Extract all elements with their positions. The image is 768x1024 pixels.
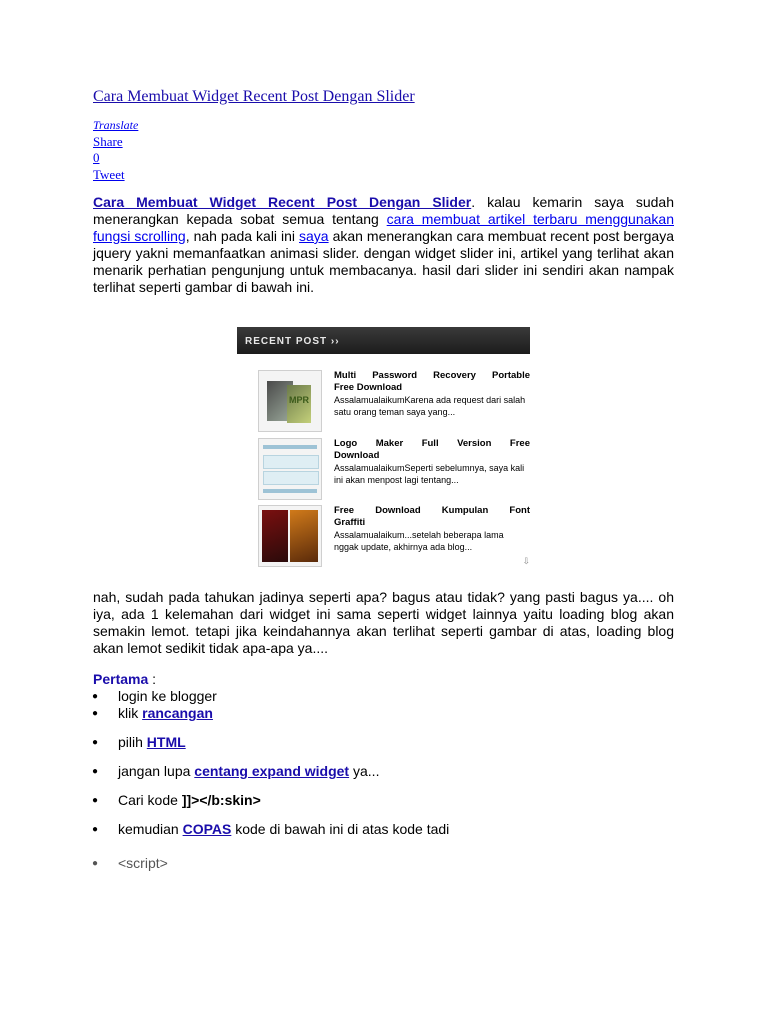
list-item [92,763,380,780]
widget-item [237,505,530,569]
screenshot-thumbnail [258,438,322,500]
widget-item-desc: Assalamualaikum...setelah beberapa lama nggak update, akhirnya ada blog... [334,530,504,552]
step-text: kode di bawah ini di atas kode tadi [231,821,450,837]
post-title-link[interactable]: Cara Membuat Widget Recent Post Dengan Slider [93,88,415,105]
step-text: kemudian [118,821,183,837]
step-text: jangan lupa [118,763,195,779]
widget-item-text [334,438,530,486]
pertama-link[interactable]: Pertama [93,671,149,687]
widget-item-text [334,370,530,418]
list-item [92,688,217,705]
book-cover-left [262,510,288,562]
intro-title-link[interactable]: Cara Membuat Widget Recent Post Dengan Slider [93,194,472,210]
thumbnail-label: MPR [289,395,309,405]
books-thumbnail [258,505,322,567]
thumb-panel [263,455,319,469]
rancangan-link[interactable]: rancangan [142,705,213,721]
widget-item [237,370,530,434]
copas-link[interactable]: COPAS [182,821,232,837]
intro-text-1: . kalau kemarin saya sudah menerangkan kepada sobat semua tentang [93,194,674,227]
bullet-icon: ● [92,766,99,777]
book-cover-right [290,510,318,562]
step-text: ya... [349,763,380,779]
skin-code: ]]></b:skin> [181,792,261,808]
widget-item-desc: AssalamualaikumSeperti sebelumnya, saya kali ini akan menpost lagi tentang... [334,463,525,485]
scrolling-article-link[interactable]: cara membuat artikel terbaru menggunakan fungsi scrolling [93,211,674,244]
bullet-icon: ● [92,824,99,835]
share-count-link[interactable]: 0 [93,150,100,165]
step-text: login ke blogger [118,688,217,704]
list-item [92,821,450,838]
scroll-down-icon: ⇩ [522,556,530,566]
step-text: Cari kode [118,792,182,808]
translate-link[interactable]: Translate [93,118,139,132]
intro-text-2: , nah pada kali ini [185,228,300,244]
pertama-suffix: : [148,671,157,687]
widget-item-title: Multi Password Recovery Portable [334,370,530,381]
step-text: pilih [118,734,147,750]
widget-header: RECENT POST ›› [237,327,530,354]
widget-item-title-2: Download [334,450,380,461]
list-item [92,792,261,809]
pertama-heading [93,671,156,687]
bullet-icon: ● [92,691,99,702]
widget-item-text [334,505,530,553]
share-links [93,117,138,183]
widget-item-title-2: Free Download [334,382,403,393]
tweet-link[interactable]: Tweet [93,166,125,182]
software-box-thumbnail [258,370,322,432]
recent-post-widget-image [237,327,530,567]
bullet-icon: ● [92,795,99,806]
script-tag-text: <script> [118,855,168,871]
html-link[interactable]: HTML [146,734,186,750]
share-link[interactable]: Share [93,133,123,149]
bullet-icon: ● [92,708,99,719]
thumb-panel [263,471,319,485]
list-item [92,734,186,751]
list-item [92,705,213,722]
widget-item [237,438,530,502]
bullet-icon: ● [92,737,99,748]
intro-text-3: akan menerangkan cara membuat recent post bergaya jquery yakni memanfaatkan animasi slider. dengan widget slider ini, artikel yang terlihat akan menarik perhatian pengunjung untuk membacanya. hasil dari slider ini sendiri akan nampak terlihat seperti gambar di bawah ini. [93,228,674,295]
expand-widget-link[interactable]: centang expand widget [194,763,350,779]
thumb-bar [263,445,317,449]
bullet-icon: ● [92,858,99,869]
widget-item-desc: AssalamualaikumKarena ada request dari salah satu orang teman saya yang... [334,395,526,417]
widget-item-title-2: Graffiti [334,517,366,528]
second-paragraph: nah, sudah pada tahukan jadinya seperti apa? bagus atau tidak? yang pasti bagus ya.... oh iya, ada 1 kelemahan dari widget ini sama seperti widget lainnya yaitu loading blog akan semakin lemot. tetapi jika keindahannya akan terlihat seperti gambar di atas, loading blog akan lemot sedikit tidak apa-apa ya.... [93,589,674,656]
intro-paragraph [93,194,674,296]
thumb-bar [263,489,317,493]
widget-item-title: Free Download Kumpulan Font [334,505,530,516]
step-text: klik [118,705,143,721]
list-item [92,855,168,872]
widget-item-title: Logo Maker Full Version Free [334,438,530,449]
saya-link[interactable]: saya [299,228,329,244]
